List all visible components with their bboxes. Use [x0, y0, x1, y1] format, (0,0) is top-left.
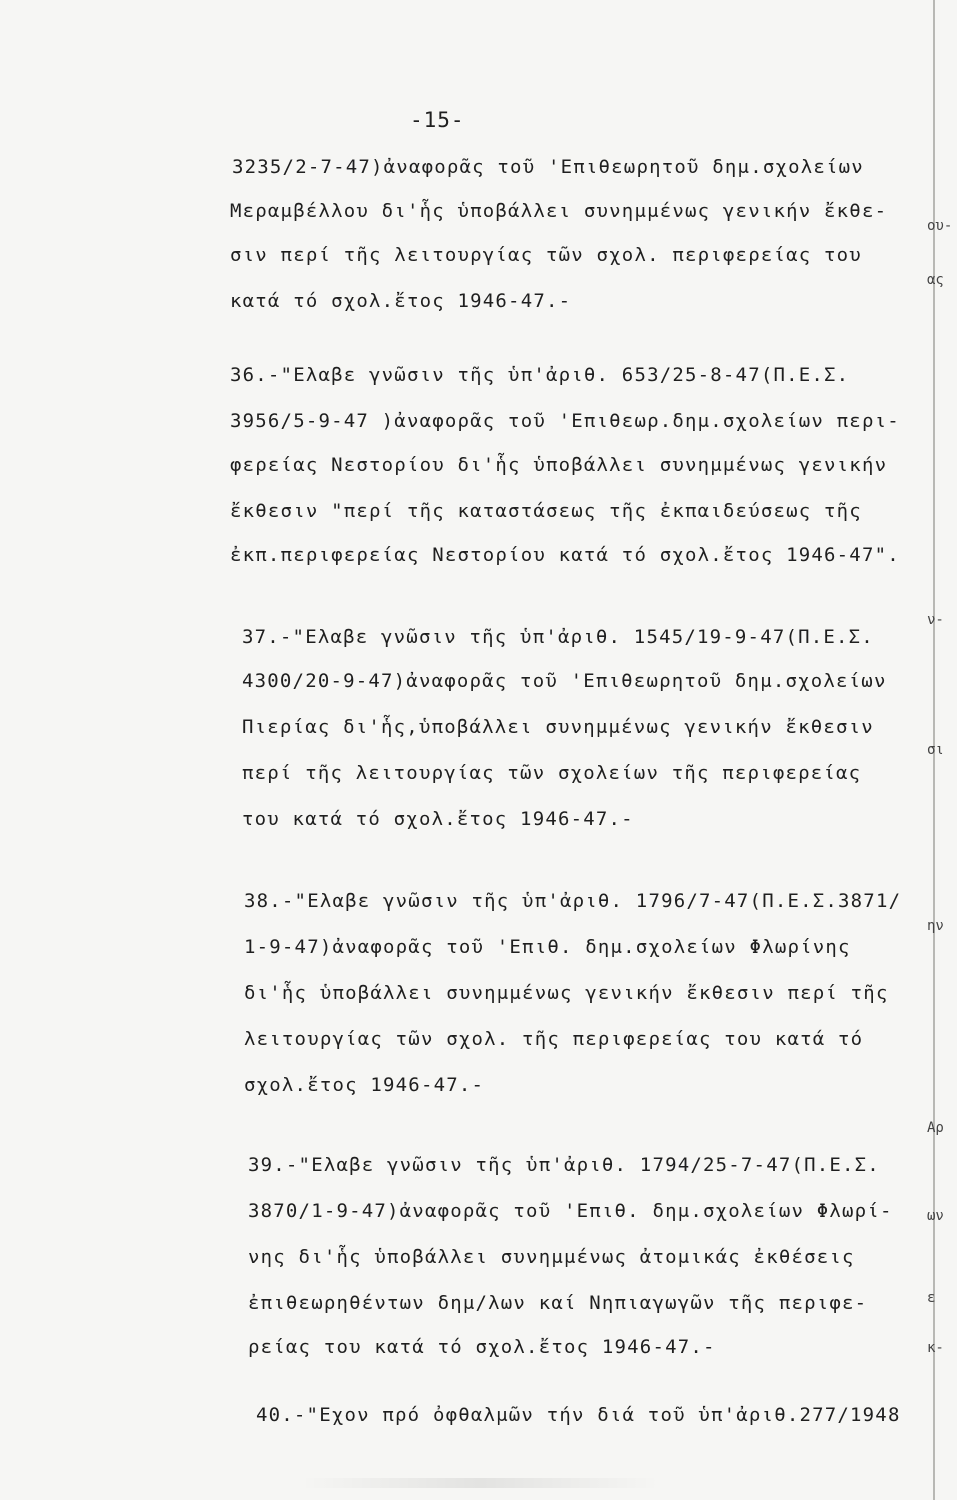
margin-fragment: ην [927, 918, 944, 934]
text-line: κατά τό σχολ.ἔτος 1946-47.- [230, 290, 572, 312]
text-line: περί τῆς λειτουργίας τῶν σχολείων τῆς περιφερείας [242, 762, 862, 784]
text-line: 3956/5-9-47 )ἀναφορᾶς τοῦ 'Επιθεωρ.δημ.σχολείων περι- [230, 410, 900, 432]
text-line: ἐκπ.περιφερείας Νεστορίου κατά τό σχολ.ἔτος 1946-47". [230, 544, 900, 566]
text-line: 3870/1-9-47)ἀναφορᾶς τοῦ 'Επιθ. δημ.σχολείων Φλωρί- [248, 1200, 893, 1222]
text-line: 40.-"Εχον πρό ὀφθαλμῶν τήν διά τοῦ ὑπ'ἀριθ.277/1948 [256, 1404, 901, 1426]
text-line: σχολ.ἔτος 1946-47.- [244, 1074, 485, 1096]
text-line: ἔκθεσιν "περί τῆς καταστάσεως τῆς ἐκπαιδεύσεως τῆς [230, 500, 862, 522]
text-line: 4300/20-9-47)ἀναφορᾶς τοῦ 'Επιθεωρητοῦ δημ.σχολείων [242, 670, 887, 692]
text-line: ἐπιθεωρηθέντων δημ/λων καί Νηπιαγωγῶν τῆς περιφε- [248, 1292, 868, 1314]
text-line: Μεραμβέλλου δι'ἧς ὑποβάλλει συνημμένως γενικήν ἔκθε- [230, 200, 888, 222]
margin-fragment: ας [927, 272, 944, 288]
text-line: 3235/2-7-47)ἀναφορᾶς τοῦ 'Επιθεωρητοῦ δημ.σχολείων [232, 156, 864, 178]
page-number: -15- [410, 108, 465, 132]
text-line: δι'ἧς ὑποβάλλει συνημμένως γενικήν ἔκθεσιν περί τῆς [244, 982, 889, 1004]
text-line: 37.-"Ελαβε γνῶσιν τῆς ὑπ'ἀριθ. 1545/19-9-47(Π.Ε.Σ. [242, 626, 874, 648]
text-line: σιν περί τῆς λειτουργίας τῶν σχολ. περιφερείας του [230, 244, 862, 266]
text-line: νης δι'ἧς ὑποβάλλει συνημμένως ἀτομικάς ἐκθέσεις [248, 1246, 855, 1268]
text-line: Πιερίας δι'ἧς,ὑποβάλλει συνημμένως γενικήν ἔκθεσιν [242, 716, 874, 738]
margin-fragment: σι [927, 742, 944, 758]
margin-fragment: ου- [927, 218, 953, 234]
text-line: 38.-"Ελαβε γνῶσιν τῆς ὑπ'ἀριθ. 1796/7-47(Π.Ε.Σ.3871/ [244, 890, 902, 912]
text-line: του κατά τό σχολ.ἔτος 1946-47.- [242, 808, 634, 830]
margin-fragment: Αρ [927, 1120, 944, 1136]
margin-fragment: κ- [927, 1340, 944, 1356]
margin-fragment: ων [927, 1208, 944, 1224]
text-line: 1-9-47)ἀναφορᾶς τοῦ 'Επιθ. δημ.σχολείων Φλωρίνης [244, 936, 851, 958]
text-line: λειτουργίας τῶν σχολ. τῆς περιφερείας του κατά τό [244, 1028, 864, 1050]
margin-fragment: ν- [927, 612, 944, 628]
text-line: φερείας Νεστορίου δι'ἧς ὑποβάλλει συνημμένως γενικήν [230, 454, 888, 476]
margin-fragment: ε [927, 1290, 936, 1306]
scan-shadow [300, 1478, 660, 1488]
text-line: 39.-"Ελαβε γνῶσιν τῆς ὑπ'ἀριθ. 1794/25-7-47(Π.Ε.Σ. [248, 1154, 880, 1176]
text-line: 36.-"Ελαβε γνῶσιν τῆς ὑπ'ἀριθ. 653/25-8-47(Π.Ε.Σ. [230, 364, 850, 386]
text-line: ρείας του κατά τό σχολ.ἔτος 1946-47.- [248, 1336, 716, 1358]
